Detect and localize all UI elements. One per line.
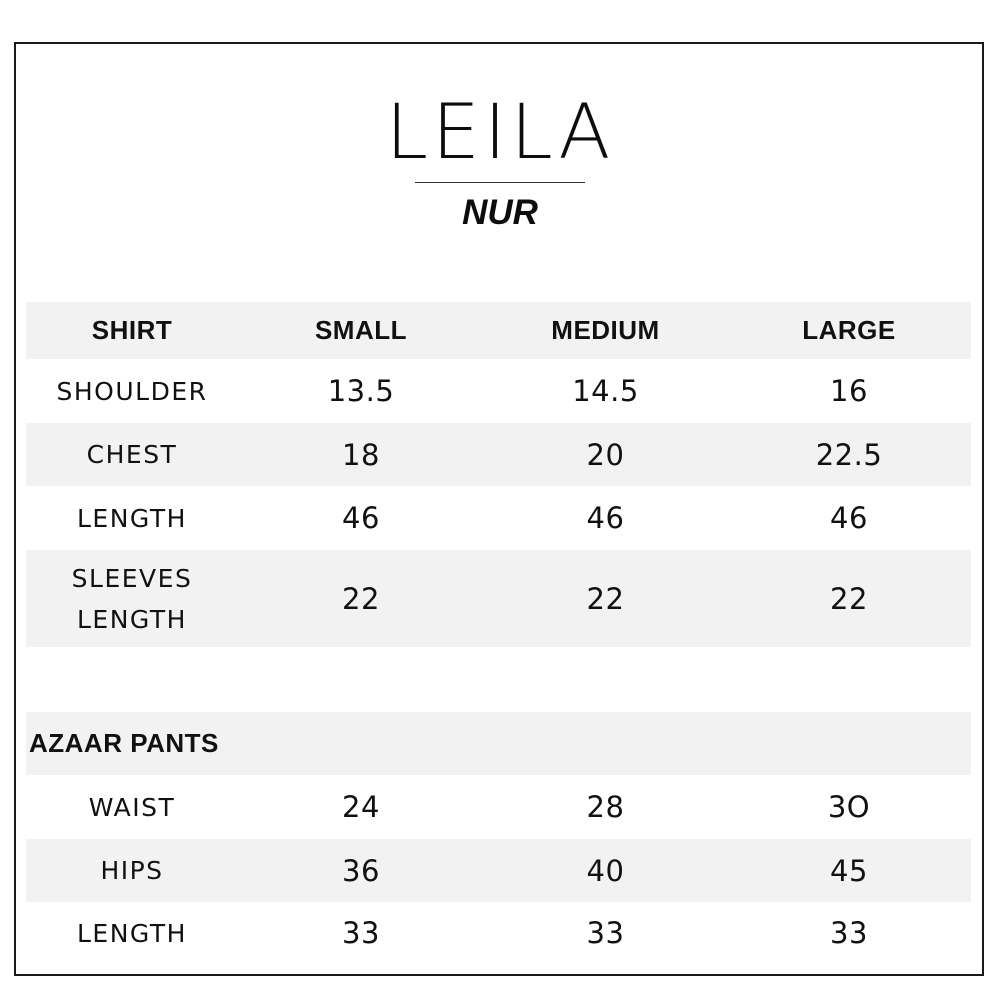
value-small: 46 <box>342 501 380 535</box>
brand-logo: LEILA <box>385 87 615 176</box>
row-label-waist: WAIST <box>88 792 176 822</box>
row-label-length: LENGTH <box>77 918 187 948</box>
brand-divider <box>415 182 585 183</box>
row-label-line: SLEEVES <box>71 563 193 593</box>
value-small: 24 <box>342 790 380 824</box>
size-medium-header: MEDIUM <box>551 315 660 345</box>
row-label-chest: CHEST <box>86 440 178 469</box>
shirt-header-row <box>26 302 971 359</box>
value-medium: 33 <box>586 916 625 950</box>
row-label-line: LENGTH <box>77 604 187 634</box>
table-row <box>26 775 971 839</box>
value-small: 13.5 <box>327 374 395 408</box>
size-small-header: SMALL <box>314 315 408 345</box>
value-medium: 14.5 <box>572 374 639 408</box>
size-large-header: LARGE <box>802 315 896 345</box>
value-large: 46 <box>830 501 868 535</box>
table-row <box>26 839 971 902</box>
value-medium: 20 <box>586 437 625 472</box>
value-small: 36 <box>342 853 380 888</box>
table-row <box>26 486 971 550</box>
value-small: 22 <box>342 581 380 616</box>
row-label-length: LENGTH <box>77 503 187 533</box>
table-row <box>26 423 971 486</box>
table-row <box>26 902 971 964</box>
value-large: 3O <box>827 790 871 824</box>
value-medium: 22 <box>586 581 625 616</box>
value-medium: 40 <box>586 853 625 888</box>
value-medium: 28 <box>586 790 625 824</box>
collection-title: NUR <box>462 193 538 232</box>
value-small: 18 <box>342 437 380 472</box>
shirt-header: SHIRT <box>91 315 173 345</box>
value-medium: 46 <box>586 501 625 535</box>
value-large: 22 <box>830 581 868 616</box>
row-label-sleeves-length <box>26 550 238 647</box>
table-row <box>26 359 971 423</box>
pants-section-title: AZAAR PANTS <box>29 728 219 758</box>
pants-header-row <box>26 712 971 775</box>
value-large: 22.5 <box>815 437 883 472</box>
row-label-hips: HIPS <box>100 856 164 885</box>
row-label-shoulder: SHOULDER <box>56 376 208 406</box>
value-large: 45 <box>830 853 868 888</box>
table-row <box>26 550 971 647</box>
value-small: 33 <box>342 916 380 950</box>
value-large: 16 <box>830 374 868 408</box>
value-large: 33 <box>830 916 868 950</box>
